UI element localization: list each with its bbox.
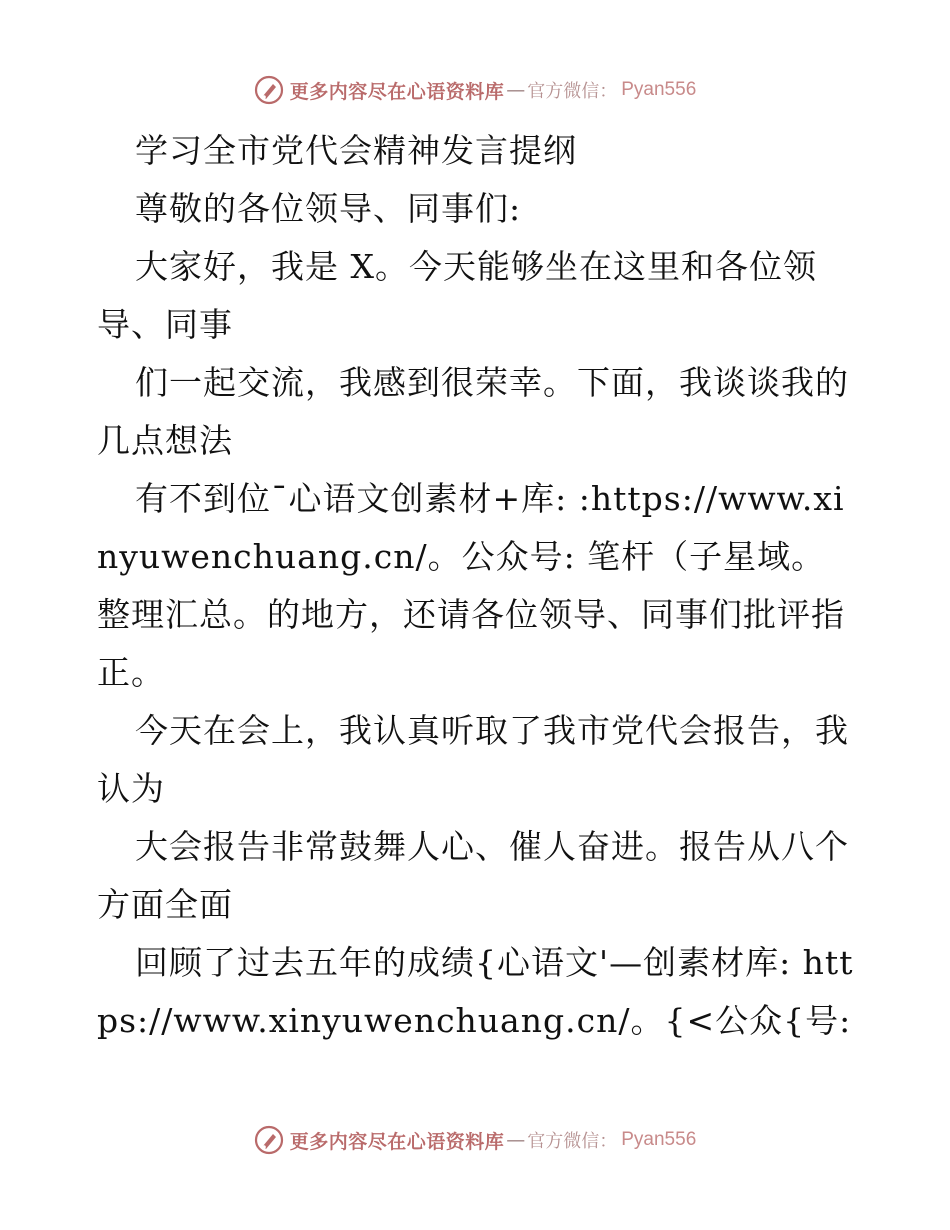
paragraph: 们一起交流，我感到很荣幸。下面，我谈谈我的几点想法: [97, 363, 849, 460]
paragraph: 回顾了过去五年的成绩{心语文'—创素材库: https://www.xinyuwenchuang.cn/。{<公众{号:: [97, 943, 854, 1040]
document-title: 学习全市党代会精神发言提纲: [135, 131, 577, 170]
pen-logo-icon: [254, 75, 284, 105]
watermark-text: 更多内容尽在心语资料库: [289, 1130, 505, 1153]
paragraph: 有不到位¯心语文创素材+库: :https://www.xinyuwenchuang.cn/。公众号: 笔杆（子星域。整理汇总。的地方，还请各位领导、同事们批评指正。: [97, 479, 845, 692]
watermark-label: 官方微信：: [527, 81, 618, 102]
paragraph: 大会报告非常鼓舞人心、催人奋进。报告从八个方面全面: [97, 827, 849, 924]
paragraph: 尊敬的各位领导、同事们:: [135, 189, 522, 228]
footer-watermark: [0, 1120, 950, 1160]
watermark-separator: —: [506, 79, 526, 101]
watermark-id: Pyan556: [621, 1129, 697, 1150]
header-watermark: [0, 70, 950, 110]
paragraph: 大家好，我是 X。今天能够坐在这里和各位领导、同事: [97, 247, 817, 344]
watermark-text: 更多内容尽在心语资料库: [289, 80, 505, 103]
document-body: [97, 122, 857, 1050]
watermark-id: Pyan556: [621, 79, 697, 100]
paragraph: 今天在会上，我认真听取了我市党代会报告，我认为: [97, 711, 849, 808]
pen-logo-icon: [254, 1125, 284, 1155]
watermark-label: 官方微信：: [527, 1131, 618, 1152]
watermark-separator: —: [506, 1129, 526, 1151]
